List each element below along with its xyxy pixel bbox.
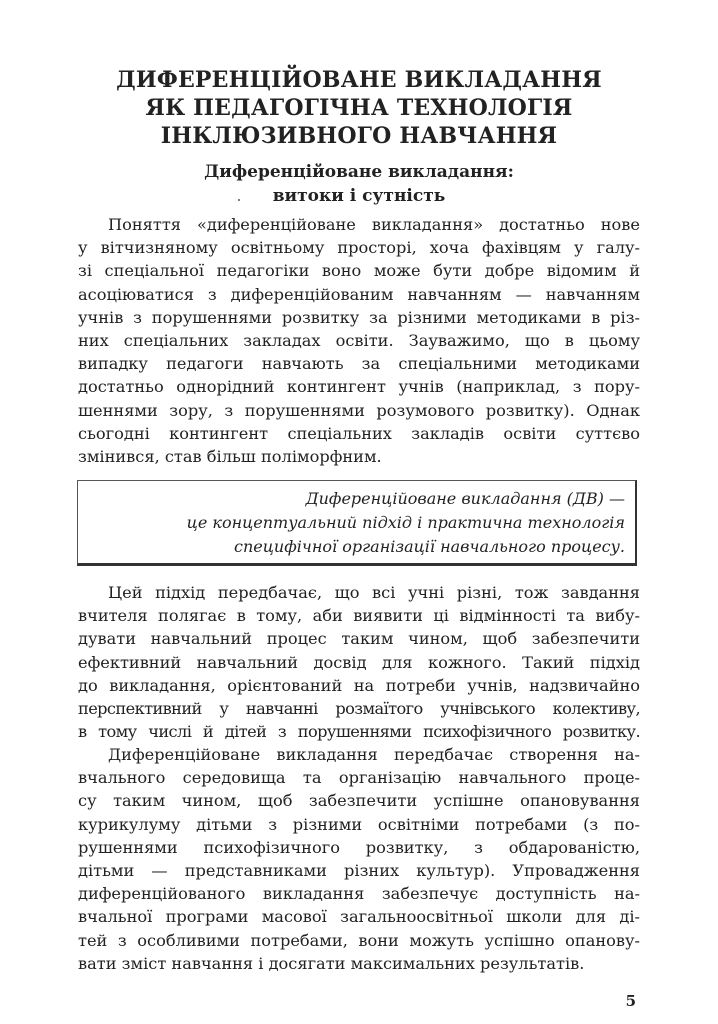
text-line: в тому числі й дітей з порушеннями психофізичного розвитку.	[78, 722, 640, 742]
text-line: Диференційоване викладання передбачає створення на-	[108, 745, 640, 764]
text-line: рушеннями психофізичного розвитку, з обдарованістю,	[78, 837, 640, 857]
stray-dot	[238, 199, 240, 201]
text-line: тей з особливими потребами, вони можуть успішно опанову-	[78, 930, 640, 950]
text-line: вчального середовища та організацію навчального проце-	[78, 768, 640, 788]
text-line: зі спеціальної педагогіки воно може бути добре відомим й	[78, 261, 640, 281]
chapter-title	[70, 66, 648, 150]
text-line: перспективний у навчанні розмаїтого учнівського колективу,	[78, 699, 640, 719]
chapter-title-line-1: ДИФЕРЕНЦІЙОВАНЕ ВИКЛАДАННЯ	[116, 67, 602, 93]
paragraph-3	[78, 743, 640, 975]
text-line: них спеціальних закладах освіти. Зауважимо, що в цьому	[78, 331, 640, 351]
text-line: вчителя полягає в тому, аби виявити ці відмінності та вибу-	[78, 606, 640, 626]
section-subtitle-line-2: витоки і сутність	[272, 186, 446, 206]
text-line: вати зміст навчання і досягати максимальних результатів.	[78, 953, 585, 973]
page-number: 5	[625, 992, 636, 1010]
text-line: Поняття «диференційоване викладання» достатньо нове	[108, 215, 640, 234]
text-line: учнів з порушеннями розвитку за різними методиками в різ-	[78, 307, 640, 327]
chapter-title-line-2: ЯК ПЕДАГОГІЧНА ТЕХНОЛОГІЯ	[145, 95, 573, 121]
text-line: вчальної програми масової загальноосвітньої школи для ді-	[78, 907, 640, 927]
section-subtitle	[70, 160, 648, 208]
definition-text	[85, 487, 625, 559]
text-line: су таким чином, щоб забезпечити успішне опановування	[78, 791, 640, 811]
text-line: сьогодні контингент спеціальних закладів освіти суттєво	[78, 423, 640, 443]
text-line: диференційованого викладання забезпечує доступність на-	[78, 884, 640, 904]
text-line: достатньо однорідний контингент учнів (наприклад, з пору-	[78, 377, 640, 397]
paragraph-1	[78, 213, 640, 468]
text-line: дувати навчальний процес таким чином, щоб забезпечити	[78, 629, 640, 649]
section-subtitle-line-1: Диференційоване викладання:	[204, 162, 514, 182]
definition-line-1: Диференційоване викладання (ДВ) —	[305, 489, 625, 508]
definition-line-3: специфічної організації навчального процесу.	[234, 537, 625, 556]
text-line: Цей підхід передбачає, що всі учні різні, тож завдання	[108, 583, 640, 602]
definition-box	[77, 480, 637, 566]
text-line: до викладання, орієнтований на потреби учнів, надзвичайно	[78, 675, 640, 695]
text-line: у вітчизняному освітньому просторі, хоча фахівцям у галу-	[78, 238, 640, 258]
text-line: ефективний навчальний досвід для кожного. Такий підхід	[78, 652, 640, 672]
text-line: дітьми — представниками різних культур). Упровадження	[78, 861, 640, 881]
text-line: випадку педагоги навчають за спеціальними методиками	[78, 354, 640, 374]
chapter-title-line-3: ІНКЛЮЗИВНОГО НАВЧАННЯ	[160, 123, 558, 149]
text-line: курикулуму дітьми з різними освітніми потребами (з по-	[78, 814, 640, 834]
paragraph-2	[78, 581, 640, 743]
text-line: асоціюватися з диференційованим навчанням — навчанням	[78, 284, 640, 304]
text-line: шеннями зору, з порушеннями розумового розвитку). Однак	[78, 400, 640, 420]
text-line: змінився, став більш поліморфним.	[78, 447, 382, 467]
definition-line-2: це концептуальний підхід і практична технологія	[186, 513, 625, 532]
